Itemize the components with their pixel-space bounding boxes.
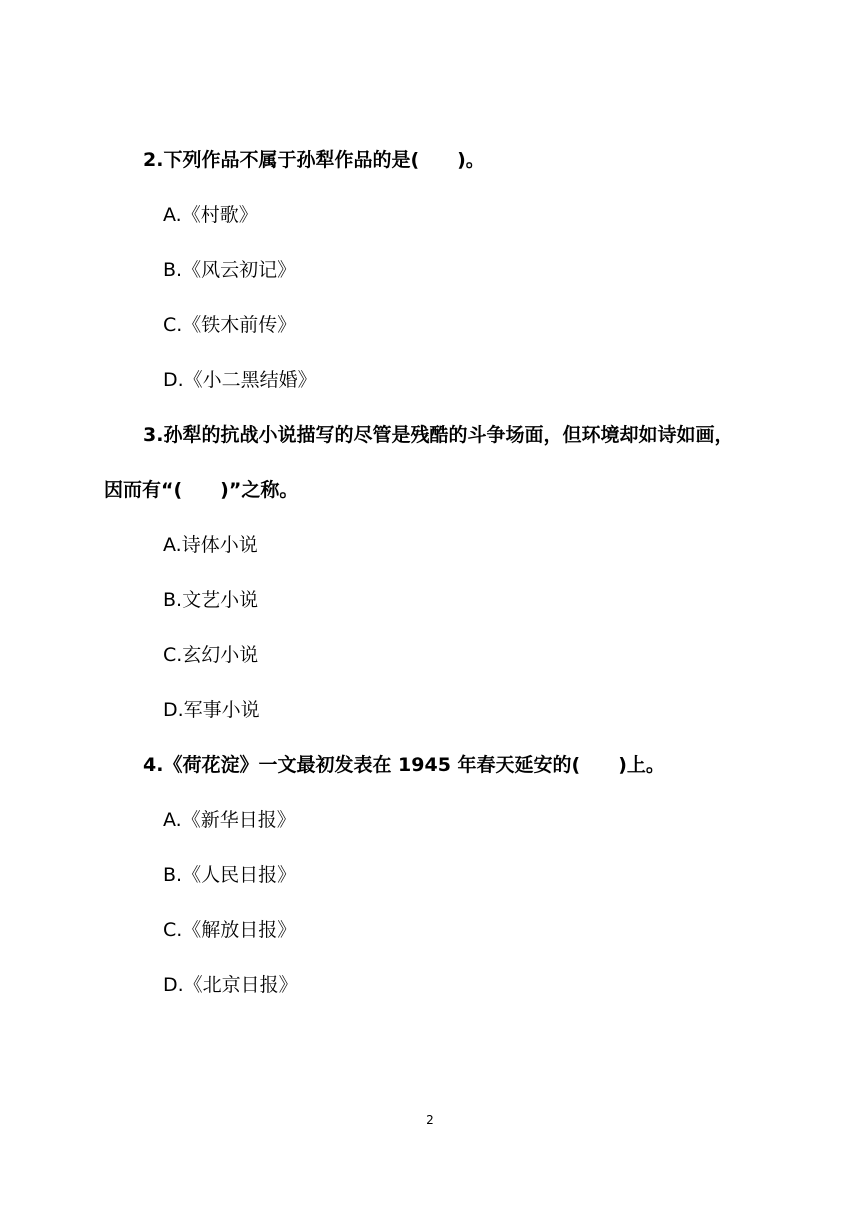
question-3-option-a: A.诗体小说 xyxy=(163,534,258,556)
question-2-option-a: A.《村歌》 xyxy=(163,204,258,226)
question-2-option-c: C.《铁木前传》 xyxy=(163,314,297,336)
question-3-option-b: B.文艺小说 xyxy=(163,589,259,611)
question-4-option-b: B.《人民日报》 xyxy=(163,864,297,886)
question-3-stem-line-2: 因而有“( )”之称。 xyxy=(104,479,299,501)
page-number: 2 xyxy=(426,1113,434,1127)
question-3-option-d: D.军事小说 xyxy=(163,699,260,721)
question-3-option-c: C.玄幻小说 xyxy=(163,644,259,666)
question-2-option-b: B.《风云初记》 xyxy=(163,259,297,281)
question-3-stem-line-1: 3.孙犁的抗战小说描写的尽管是残酷的斗争场面，但环境却如诗如画， xyxy=(143,424,734,446)
question-4-option-a: A.《新华日报》 xyxy=(163,809,296,831)
question-4-option-c: C.《解放日报》 xyxy=(163,919,297,941)
question-2-option-d: D.《小二黑结婚》 xyxy=(163,369,317,391)
question-4-stem: 4.《荷花淀》一文最初发表在 1945 年春天延安的( )上。 xyxy=(143,754,665,776)
question-4-option-d: D.《北京日报》 xyxy=(163,974,298,996)
question-2-stem: 2.下列作品不属于孙犁作品的是( )。 xyxy=(143,149,485,171)
